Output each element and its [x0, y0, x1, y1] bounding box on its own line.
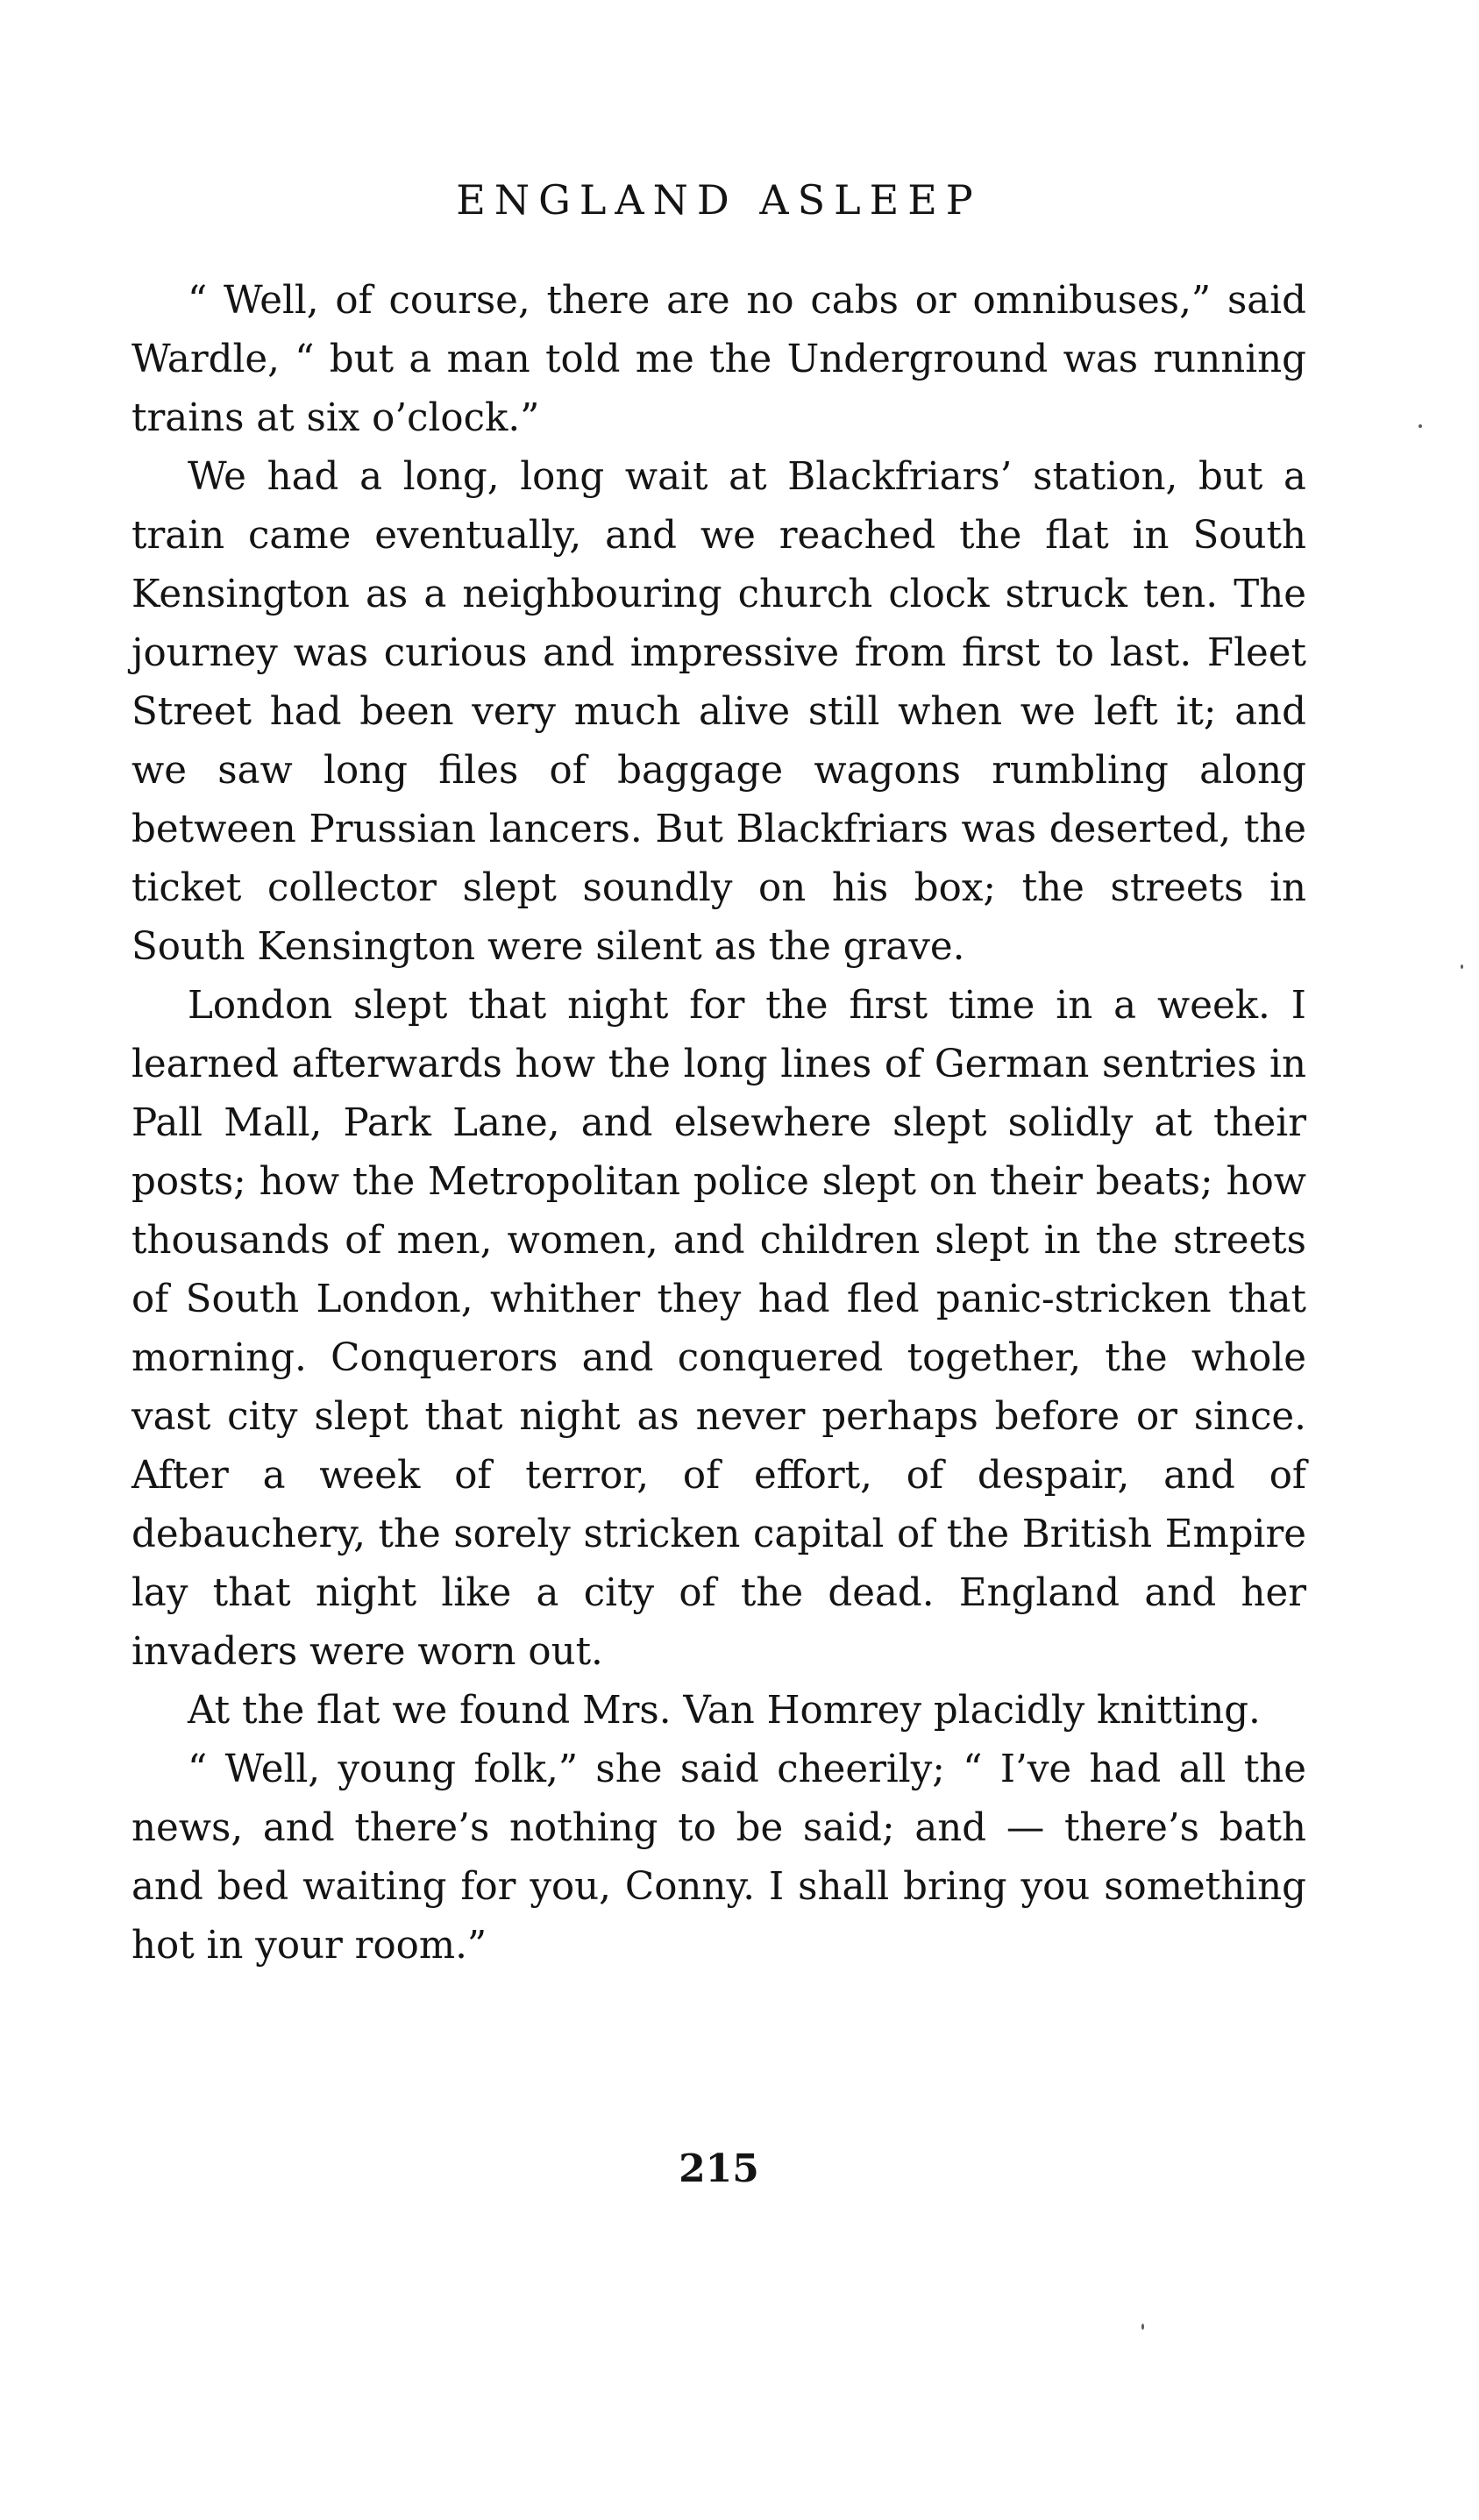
paragraph-1: “ Well, of course, there are no cabs or omnibuses,” said Wardle, “ but a man told me the Underground was running trains at six o’clock.” — [132, 279, 1306, 440]
paper-speck — [1141, 2324, 1144, 2330]
paragraph-4: At the flat we found Mrs. Van Homrey placidly knitting. — [188, 1689, 1261, 1733]
page-number: 215 — [679, 2146, 759, 2191]
running-head: ENGLAND ASLEEP — [456, 176, 982, 224]
paragraph-2: We had a long, long wait at Blackfriars’ station, but a train came eventually, and we reached the flat in South Kensington as a neighbouring church clock struck ten. The journey was curious and impressive from first to last. Fleet Street had been very much alive still when we left it; and we saw long files of baggage wagons rumbling along between Prussian lancers. But Blackfriars was deserted, the ticket collector slept soundly on his box; the streets in South Kensington were silent as the grave. — [132, 455, 1306, 969]
paper-speck — [1419, 424, 1422, 428]
paragraph-5: “ Well, young folk,” she said cheerily; “ I’ve had all the news, and there’s nothing to be said; and — there’s bath and bed waiting for you, Conny. I shall bring you something hot in your room.” — [132, 1748, 1306, 1968]
paper-speck — [1461, 965, 1463, 969]
paragraph-3: London slept that night for the first time in a week. I learned afterwards how the long lines of German sentries in Pall Mall, Park Lane, and elsewhere slept solidly at their posts; how the Metropolitan police slept on their beats; how thousands of men, women, and children slept in the streets of South London, whither they had fled panic-stricken that morning. Conquerors and conquered together, the whole vast city slept that night as never perhaps before or since. After a week of terror, of effort, of despair, and of debauchery, the sorely stricken capital of the British Empire lay that night like a city of the dead. England and her invaders were worn out. — [132, 984, 1306, 1674]
body-text — [132, 272, 1306, 1975]
